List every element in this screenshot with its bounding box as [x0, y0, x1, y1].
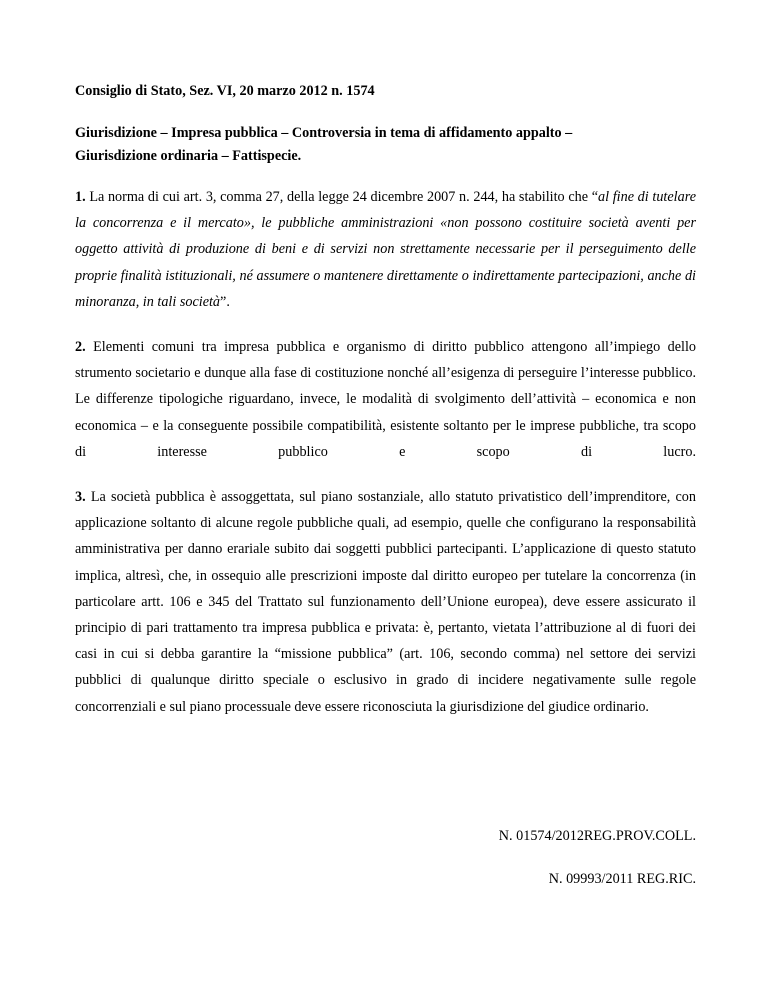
subject-line-2: Giurisdizione ordinaria – Fattispecie. — [75, 148, 302, 164]
subject-line-1: Giurisdizione – Impresa pubblica – Controversia in tema di affidamento appalto – — [75, 125, 573, 141]
paragraph-text: La norma di cui art. 3, comma 27, della legge 24 dicembre 2007 n. 244, ha stabilito che “ — [85, 189, 598, 205]
paragraph-number: 3. — [75, 489, 86, 506]
paragraph-2 — [75, 334, 696, 465]
quoted-norm-text: al fine di tutelare la concorrenza e il mercato», le pubbliche amministrazioni «non possono costituire società aventi per oggetto attività di produzione di beni e di servizi non strettamente necessarie per il perseguimento delle proprie finalità istituzionali, né assumere o mantenere direttamente o indirettamente partecipazioni, anche di minoranza, in tali società — [75, 189, 696, 310]
paragraph-number: 1. — [75, 189, 86, 205]
reference-reg-prov-coll: N. 01574/2012REG.PROV.COLL. — [498, 828, 696, 844]
paragraph-number: 2. — [75, 339, 86, 356]
paragraph-3 — [75, 484, 696, 720]
paragraph-text-end: ”. — [220, 293, 230, 310]
paragraph-text: Elementi comuni tra impresa pubblica e organismo di diritto pubblico attengono all’impiego dello strumento societario e dunque alla fase di costituzione nonché all’esigenza di perseguire l’interesse pubblico. Le differenze tipologiche riguardano, invece, le modalità di svolgimento dell’attività – economica e non economica – e la conseguente possibile compatibilità, esistente soltanto per le imprese pubbliche, tra scopo di interesse pubblico e scopo di lucro. — [75, 339, 696, 460]
reference-reg-ric: N. 09993/2011 REG.RIC. — [548, 871, 696, 887]
paragraph-1 — [75, 184, 696, 315]
document-page — [75, 80, 696, 887]
document-title: Consiglio di Stato, Sez. VI, 20 marzo 2012 n. 1574 — [75, 83, 375, 99]
paragraph-text: La società pubblica è assoggettata, sul piano sostanziale, allo statuto privatistico dell’imprenditore, con applicazione soltanto di alcune regole pubbliche quali, ad esempio, quelle che configurano la responsabilità amministrativa per danno erariale subito dai soggetti pubblici partecipanti. L’applicazione di questo statuto implica, altresì, che, in ossequio alle prescrizioni imposte dal diritto europeo per tutelare la concorrenza (in particolare artt. 106 e 345 del Trattato sul funzionamento dell’Unione europea), deve essere assicurato il principio di pari trattamento tra impresa pubblica e privata: è, pertanto, vietata l’attribuzione al di fuori dei casi in cui si debba garantire la “missione pubblica” (art. 106, secondo comma) nel settore dei servizi pubblici di qualunque diritto speciale o esclusivo in grado di incidere negativamente sulle regole concorrenziali e sul piano processuale deve essere riconosciuta la giurisdizione del giudice ordinario. — [75, 489, 696, 715]
